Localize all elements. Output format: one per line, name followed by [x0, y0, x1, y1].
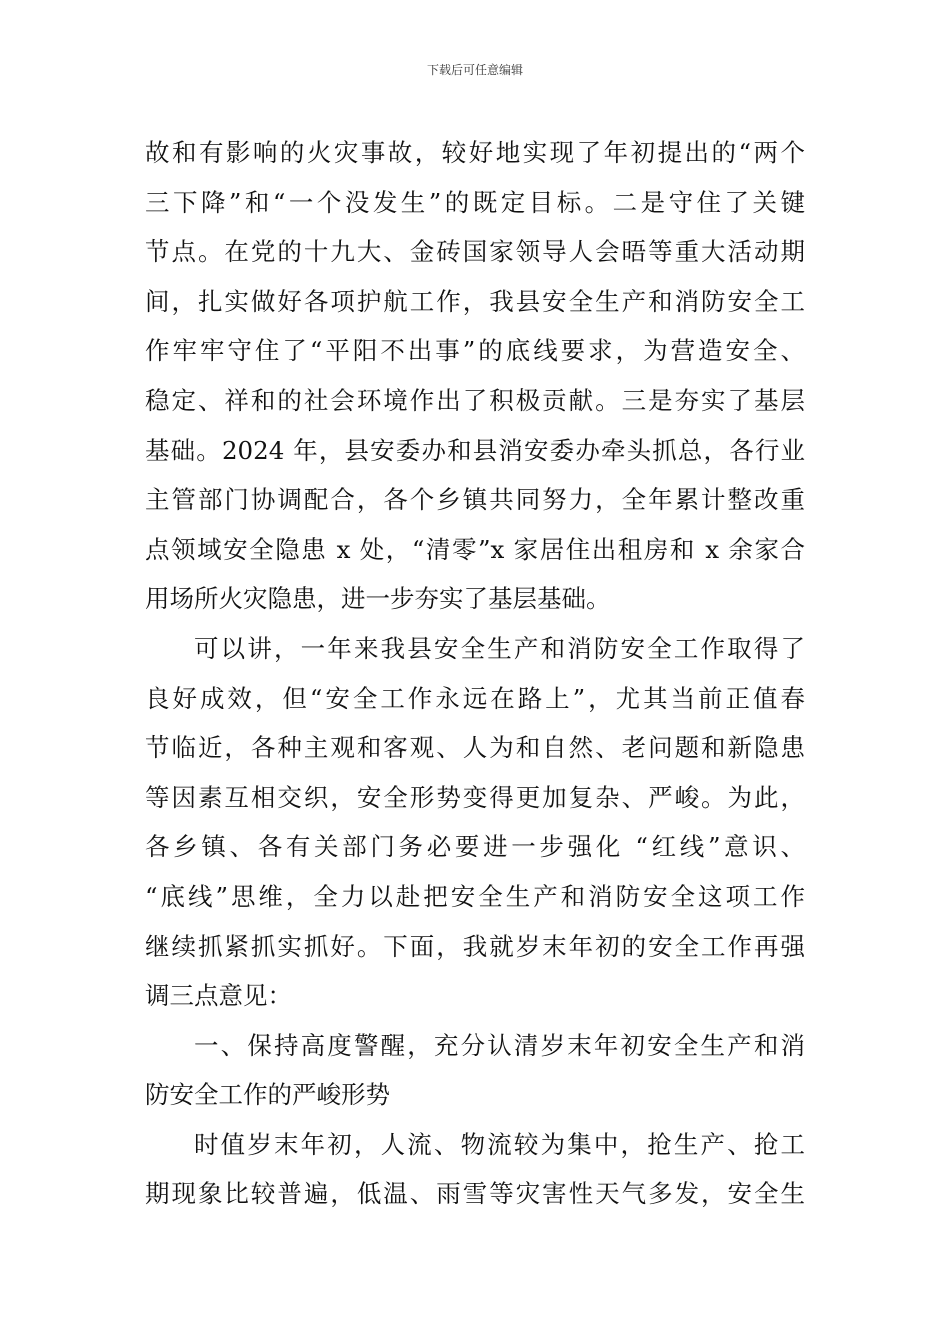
document-body [145, 128, 805, 1219]
text-line: 防安全工作的严峻形势 [145, 1080, 390, 1110]
text-line: 调三点意见： [145, 981, 292, 1011]
text-line: 故和有影响的火灾事故，较好地实现了年初提出的“两个 [145, 138, 805, 167]
text-line: 主管部门协调配合，各个乡镇共同努力，全年累计整改重 [145, 485, 805, 515]
text-line: 各乡镇、各有关部门务必要进一步强化 “红线”意识、 [145, 832, 805, 862]
text-line: 时值岁末年初，人流、物流较为集中，抢生产、抢工 [194, 1129, 805, 1159]
text-line: 继续抓紧抓实抓好。下面，我就岁末年初的安全工作再强 [145, 931, 805, 961]
paragraph-4 [145, 1120, 805, 1219]
text-line: 作牢牢守住了“平阳不出事”的底线要求，为营造安全、 [145, 336, 805, 366]
section-heading-1 [145, 1021, 805, 1120]
text-line: 点领域安全隐患 x 处，“清零”x 家居住出租房和 x 余家合 [145, 534, 805, 564]
text-line: 可以讲，一年来我县安全生产和消防安全工作取得了 [194, 633, 805, 663]
text-line: 基础。2024 年，县安委办和县消安委办牵头抓总，各行业 [145, 435, 805, 465]
text-line: “底线”思维，全力以赴把安全生产和消防安全这项工作 [145, 881, 805, 911]
paragraph-1 [145, 128, 805, 624]
text-line: 用场所火灾隐患，进一步夯实了基层基础。 [145, 584, 611, 614]
text-line: 期现象比较普遍，低温、雨雪等灾害性天气多发，安全生 [145, 1179, 805, 1209]
text-line: 三下降”和“一个没发生”的既定目标。二是守住了关键 [145, 187, 805, 217]
page-header: 下载后可任意编辑 [426, 63, 523, 77]
text-line: 节临近，各种主观和客观、人为和自然、老问题和新隐患 [145, 733, 805, 763]
text-line: 良好成效，但“安全工作永远在路上”，尤其当前正值春 [145, 683, 805, 713]
paragraph-2 [145, 624, 805, 1021]
text-line: 稳定、祥和的社会环境作出了积极贡献。三是夯实了基层 [145, 385, 805, 415]
text-line: 节点。在党的十九大、金砖国家领导人会晤等重大活动期 [145, 237, 805, 267]
text-line: 一、保持高度警醒，充分认清岁末年初安全生产和消 [194, 1030, 805, 1060]
text-line: 等因素互相交织，安全形势变得更加复杂、严峻。为此， [145, 782, 805, 812]
text-line: 间，扎实做好各项护航工作，我县安全生产和消防安全工 [145, 286, 805, 316]
